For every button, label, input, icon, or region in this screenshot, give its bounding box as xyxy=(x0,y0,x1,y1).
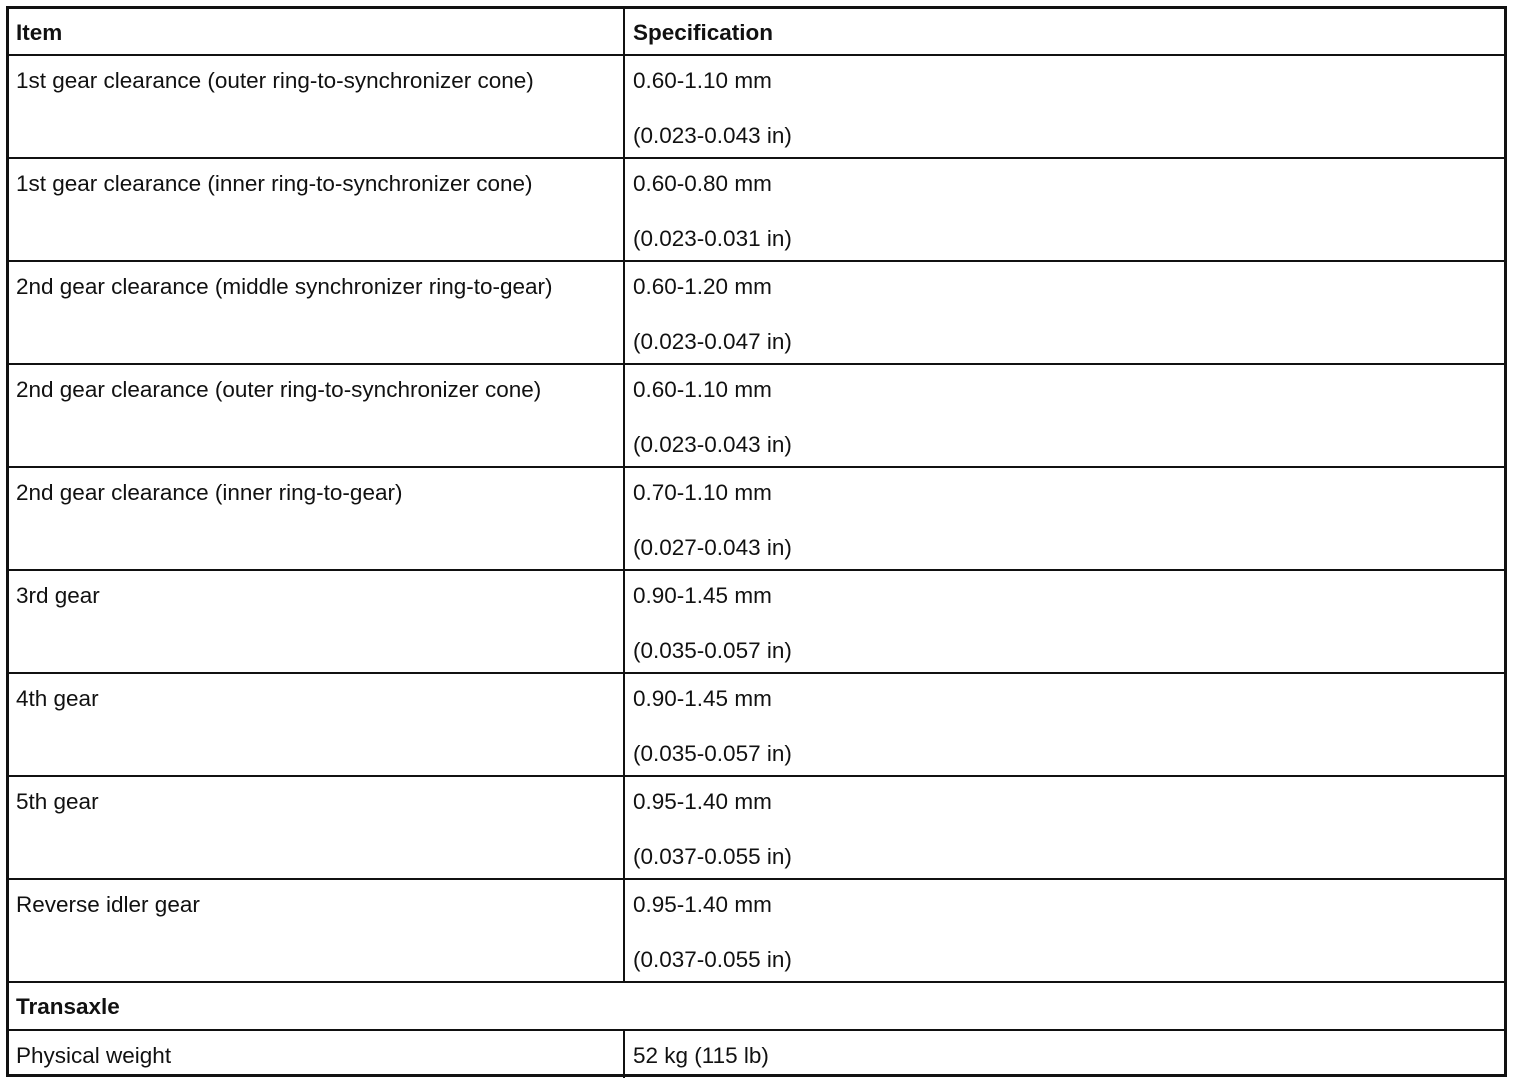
spec-metric: 0.90-1.45 mm xyxy=(633,686,772,711)
specification-cell: 52 kg (115 lb) xyxy=(633,1043,769,1068)
spec-imperial: (0.035-0.057 in) xyxy=(633,638,792,663)
spec-metric: 0.95-1.40 mm xyxy=(633,892,772,917)
item-cell: 2nd gear clearance (inner ring-to-gear) xyxy=(9,468,625,569)
table-row xyxy=(9,1031,1504,1078)
spec-imperial: (0.037-0.055 in) xyxy=(633,947,792,972)
section-title: Transaxle xyxy=(16,994,120,1019)
spec-metric: 0.60-1.10 mm xyxy=(633,377,772,402)
item-cell: Physical weight xyxy=(9,1031,625,1078)
spec-metric: 0.90-1.45 mm xyxy=(633,583,772,608)
table-row xyxy=(9,674,1504,777)
section-row-transaxle xyxy=(9,983,1504,1031)
item-cell: 3rd gear xyxy=(9,571,625,672)
table-row xyxy=(9,365,1504,468)
table-row xyxy=(9,56,1504,159)
item-cell: Reverse idler gear xyxy=(9,880,625,981)
spec-imperial: (0.023-0.043 in) xyxy=(633,432,792,457)
item-cell: 4th gear xyxy=(9,674,625,775)
spec-metric: 0.70-1.10 mm xyxy=(633,480,772,505)
spec-imperial: (0.023-0.043 in) xyxy=(633,123,792,148)
specification-cell xyxy=(625,262,1504,363)
table-row xyxy=(9,262,1504,365)
table-row xyxy=(9,880,1504,983)
item-cell: 2nd gear clearance (outer ring-to-synchronizer cone) xyxy=(9,365,625,466)
table-header-row xyxy=(9,9,1504,56)
specification-cell xyxy=(625,777,1504,878)
specification-cell xyxy=(625,56,1504,157)
spec-imperial: (0.035-0.057 in) xyxy=(633,741,792,766)
spec-imperial: (0.023-0.047 in) xyxy=(633,329,792,354)
item-cell: 1st gear clearance (inner ring-to-synchronizer cone) xyxy=(9,159,625,260)
spec-metric: 0.60-0.80 mm xyxy=(633,171,772,196)
item-cell: 2nd gear clearance (middle synchronizer ring-to-gear) xyxy=(9,262,625,363)
specification-cell xyxy=(625,880,1504,981)
table-row xyxy=(9,468,1504,571)
column-header-specification: Specification xyxy=(633,20,774,45)
column-header-item: Item xyxy=(9,9,625,54)
spec-imperial: (0.027-0.043 in) xyxy=(633,535,792,560)
specification-cell xyxy=(625,468,1504,569)
spec-metric: 0.60-1.10 mm xyxy=(633,68,772,93)
specification-cell xyxy=(625,571,1504,672)
table-row xyxy=(9,159,1504,262)
item-cell: 1st gear clearance (outer ring-to-synchronizer cone) xyxy=(9,56,625,157)
specification-cell xyxy=(625,674,1504,775)
item-cell: 5th gear xyxy=(9,777,625,878)
spec-metric: 0.95-1.40 mm xyxy=(633,789,772,814)
spec-imperial: (0.037-0.055 in) xyxy=(633,844,792,869)
specification-cell xyxy=(625,159,1504,260)
spec-metric: 0.60-1.20 mm xyxy=(633,274,772,299)
specification-cell xyxy=(625,365,1504,466)
table-row xyxy=(9,777,1504,880)
spec-imperial: (0.023-0.031 in) xyxy=(633,226,792,251)
table-row xyxy=(9,571,1504,674)
specification-table xyxy=(6,6,1507,1077)
